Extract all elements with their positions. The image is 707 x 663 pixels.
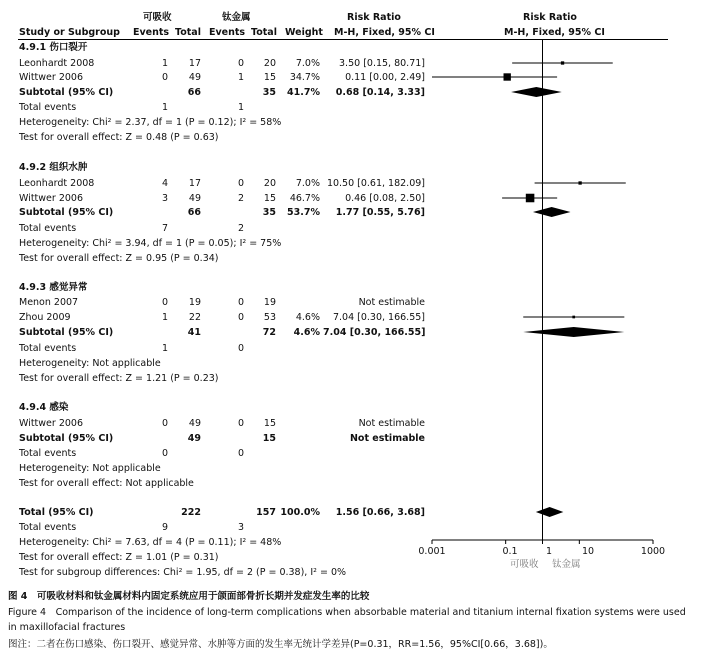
subtotal-label: Subtotal (95% CI) [19, 433, 114, 444]
subtotal-total1: 41 [187, 327, 201, 338]
study-events2: 0 [237, 58, 244, 69]
study-weight: 7.0% [295, 178, 320, 189]
study-rr: 7.04 [0.30, 166.55] [332, 312, 425, 323]
figure-caption-zh: 图 4 可吸收材料和钛金属材料内固定系统应用于颌面部骨折长期并发症发生率的比较 [8, 591, 370, 602]
total-events-label: Total events [19, 223, 77, 234]
study-total1: 49 [188, 418, 201, 429]
study-events2: 2 [237, 193, 244, 204]
subgroup-differences-text: Test for subgroup differences: Chi² = 1.95, df = 2 (P = 0.38), I² = 0% [19, 567, 347, 578]
study-point-estimate [561, 61, 564, 64]
subtotal-label: Subtotal (95% CI) [19, 87, 114, 98]
total-weight: 100.0% [280, 507, 320, 518]
overall-effect-text: Test for overall effect: Z = 1.01 (P = 0.31) [19, 552, 219, 563]
subtotal-weight: 4.6% [293, 327, 320, 338]
axis-label-favors-group1: 可吸收 [510, 559, 539, 570]
study-point-estimate [578, 181, 581, 184]
study-total2: 15 [263, 418, 276, 429]
overall-effect-text: Test for overall effect: Z = 0.95 (P = 0.34) [19, 253, 219, 264]
total-events-label: Total events [19, 448, 77, 459]
overall-effect-text: Test for overall effect: Z = 0.48 (P = 0.63) [19, 132, 219, 143]
study-name: Menon 2007 [19, 297, 79, 308]
heterogeneity-text: Heterogeneity: Chi² = 7.63, df = 4 (P = 0.11); I² = 48% [19, 537, 282, 548]
total-events-label: Total events [19, 522, 77, 533]
group1-header: 可吸收 [143, 12, 172, 23]
axis-label-favors-group2: 钛金属 [552, 559, 581, 570]
study-point-estimate [572, 316, 575, 319]
study-name: Wittwer 2006 [19, 193, 83, 204]
total-total2: 157 [256, 507, 276, 518]
method-header-right: M-H, Fixed, 95% CI [504, 27, 605, 38]
subtotal-rr: 7.04 [0.30, 166.55] [323, 327, 426, 338]
study-events1: 1 [161, 58, 168, 69]
study-total2: 15 [263, 72, 276, 83]
study-total1: 17 [188, 178, 201, 189]
subtotal-total2: 15 [262, 433, 276, 444]
total-events2: 3 [237, 522, 244, 533]
total-events1: 1 [161, 102, 168, 113]
total-events-label: Total events [19, 102, 77, 113]
pooled-estimate-diamond [533, 207, 571, 217]
study-weight: 7.0% [295, 58, 320, 69]
total-events2: 1 [237, 102, 244, 113]
risk-ratio-header-right: Risk Ratio [523, 12, 577, 23]
overall-effect-text: Test for overall effect: Not applicable [19, 478, 194, 489]
subgroup-title: 4.9.2 组织水肿 [19, 162, 88, 173]
study-events1: 0 [161, 418, 168, 429]
pooled-estimate-diamond [536, 507, 563, 517]
heterogeneity-text: Heterogeneity: Chi² = 3.94, df = 1 (P = 0.05); I² = 75% [19, 238, 282, 249]
subgroup-title: 4.9.1 伤口裂开 [19, 42, 88, 53]
subtotal-rr: 0.68 [0.14, 3.33] [335, 87, 425, 98]
subtotal-total1: 66 [187, 87, 201, 98]
weight-header: Weight [285, 27, 323, 38]
study-events1: 3 [161, 193, 168, 204]
study-total2: 53 [263, 312, 276, 323]
subtotal-total2: 35 [262, 207, 276, 218]
study-events1: 1 [161, 312, 168, 323]
study-rr: 10.50 [0.61, 182.09] [326, 178, 425, 189]
overall-effect-text: Test for overall effect: Z = 1.21 (P = 0.23) [19, 373, 219, 384]
total-events2: 0 [237, 448, 244, 459]
study-total2: 19 [263, 297, 276, 308]
subtotal-rr: 1.77 [0.55, 5.76] [335, 207, 425, 218]
study-weight: 34.7% [289, 72, 320, 83]
subtotal-total1: 49 [187, 433, 201, 444]
study-events2: 0 [237, 312, 244, 323]
study-events1: 4 [161, 178, 168, 189]
method-header-left: M-H, Fixed, 95% CI [334, 27, 435, 38]
study-rr: 0.46 [0.08, 2.50] [345, 193, 425, 204]
study-rr: Not estimable [358, 297, 425, 308]
subtotal-total2: 72 [262, 327, 276, 338]
study-events2: 0 [237, 418, 244, 429]
total-label: Total (95% CI) [19, 507, 94, 518]
axis-tick-label: 0.001 [418, 546, 446, 557]
total-events1: 0 [161, 448, 168, 459]
group2-header: 钛金属 [222, 12, 251, 23]
total2-header: Total [251, 27, 277, 38]
subtotal-weight: 53.7% [287, 207, 320, 218]
study-events1: 0 [161, 297, 168, 308]
study-total1: 17 [188, 58, 201, 69]
events1-header: Events [133, 27, 170, 38]
study-events1: 0 [161, 72, 168, 83]
study-total2: 20 [263, 178, 276, 189]
axis-tick-label: 10 [581, 546, 595, 557]
total-events1: 9 [161, 522, 168, 533]
axis-tick-label: 0.1 [502, 546, 518, 557]
total-rr: 1.56 [0.66, 3.68] [335, 507, 425, 518]
total-events-label: Total events [19, 343, 77, 354]
subtotal-label: Subtotal (95% CI) [19, 207, 114, 218]
total-total1: 222 [181, 507, 201, 518]
study-name: Wittwer 2006 [19, 72, 83, 83]
total-events2: 2 [237, 223, 244, 234]
study-total1: 22 [188, 312, 201, 323]
study-name: Zhou 2009 [19, 312, 71, 323]
subtotal-rr: Not estimable [349, 433, 425, 444]
heterogeneity-text: Heterogeneity: Not applicable [19, 358, 161, 369]
study-total1: 49 [188, 193, 201, 204]
total-events2: 0 [237, 343, 244, 354]
figure-caption-en-cont: in maxillofacial fractures [8, 622, 126, 633]
study-total2: 20 [263, 58, 276, 69]
events2-header: Events [209, 27, 246, 38]
study-rr: 3.50 [0.15, 80.71] [339, 58, 425, 69]
figure-note: 图注：二者在伤口感染、伤口裂开、感觉异常、水肿等方面的发生率无统计学差异(P=0.31，RR=1.56，95%CI[0.66，3.68])。 [8, 639, 553, 650]
study-total2: 15 [263, 193, 276, 204]
study-total1: 49 [188, 72, 201, 83]
study-events2: 0 [237, 297, 244, 308]
study-events2: 1 [237, 72, 244, 83]
study-events2: 0 [237, 178, 244, 189]
subtotal-weight: 41.7% [287, 87, 320, 98]
pooled-estimate-diamond [523, 327, 624, 337]
pooled-estimate-diamond [511, 87, 562, 97]
subgroup-title: 4.9.3 感觉异常 [19, 282, 88, 293]
study-total1: 19 [188, 297, 201, 308]
heterogeneity-text: Heterogeneity: Not applicable [19, 463, 161, 474]
study-point-estimate [526, 194, 535, 203]
study-weight: 4.6% [295, 312, 320, 323]
subgroup-title: 4.9.4 感染 [19, 402, 69, 413]
study-name: Leonhardt 2008 [19, 178, 95, 189]
heterogeneity-text: Heterogeneity: Chi² = 2.37, df = 1 (P = 0.12); I² = 58% [19, 117, 282, 128]
study-name: Leonhardt 2008 [19, 58, 95, 69]
subtotal-label: Subtotal (95% CI) [19, 327, 114, 338]
study-weight: 46.7% [289, 193, 320, 204]
study-point-estimate [504, 73, 511, 80]
figure-caption-en: Figure 4 Comparison of the incidence of long-term complications when absorbable material and titanium internal fixation systems were used [8, 607, 686, 618]
subtotal-total2: 35 [262, 87, 276, 98]
study-name: Wittwer 2006 [19, 418, 83, 429]
study-rr: 0.11 [0.00, 2.49] [345, 72, 425, 83]
subtotal-total1: 66 [187, 207, 201, 218]
axis-tick-label: 1000 [640, 546, 666, 557]
study-rr: Not estimable [358, 418, 425, 429]
total1-header: Total [175, 27, 201, 38]
total-events1: 1 [161, 343, 168, 354]
risk-ratio-header-left: Risk Ratio [347, 12, 401, 23]
study-column-header: Study or Subgroup [19, 27, 120, 38]
total-events1: 7 [161, 223, 168, 234]
axis-tick-label: 1 [545, 546, 553, 557]
